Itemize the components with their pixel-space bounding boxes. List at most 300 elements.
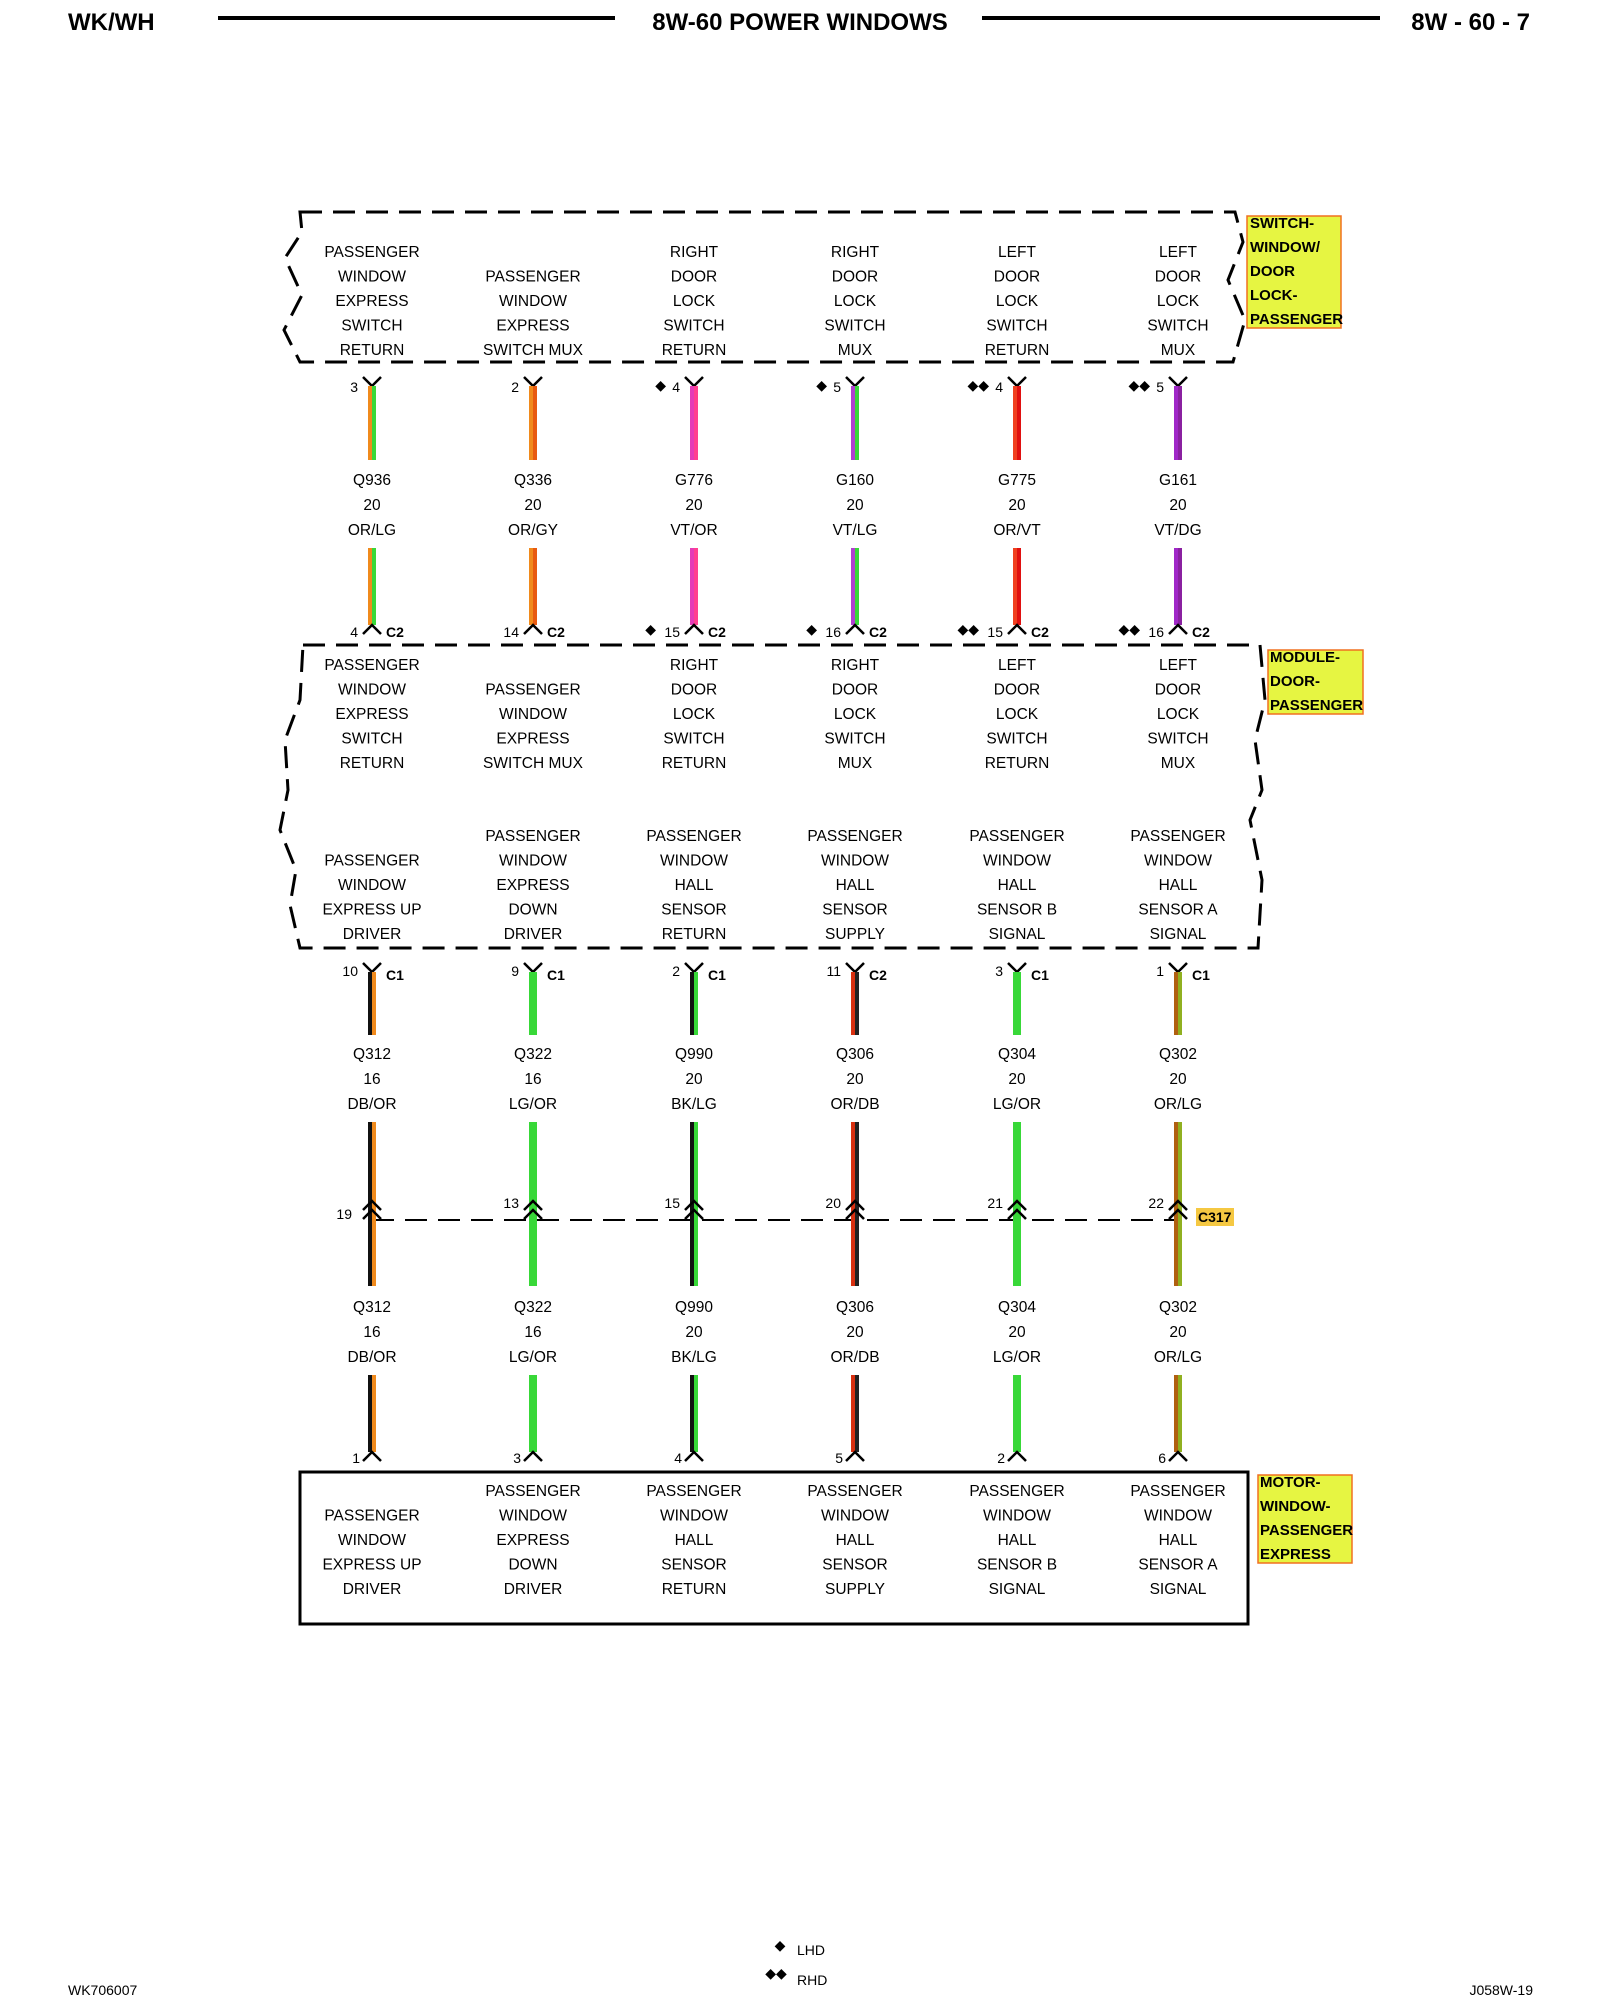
lower-circuit-id-b-2: Q322 <box>514 1299 552 1316</box>
upper-wire-bottom-5 <box>1015 548 1019 625</box>
upper-wire-bottom-3 <box>692 548 696 625</box>
lower-circuit-color-b-5: LG/OR <box>992 1349 1042 1366</box>
lower-circuit-color-b-4: OR/DB <box>830 1349 880 1366</box>
lower-circuit-id-a-1: Q312 <box>353 1046 391 1063</box>
switch-pin-label-4-line-3: LOCK <box>833 293 877 310</box>
upper-circuit-id-6: G161 <box>1159 472 1197 489</box>
switch-pin-label-2-line-3: EXPRESS <box>496 317 570 335</box>
module-upper-conn-1: C2 <box>386 624 404 640</box>
lower-circuit-id-a-6: Q302 <box>1159 1046 1197 1063</box>
upper-wire-top-6 <box>1176 386 1180 460</box>
module-lower-connector-4 <box>846 963 864 972</box>
motor-pin-label-2-line-2: WINDOW <box>498 1507 568 1525</box>
motor-connector-6 <box>1169 1452 1187 1461</box>
upper-circuit-color-4: VT/LG <box>832 522 878 539</box>
lower-wire-c-5 <box>1015 1375 1019 1452</box>
module-tag-line-1: MODULE- <box>1270 649 1340 666</box>
lower-circuit-color-b-6: OR/LG <box>1153 1349 1203 1366</box>
module-upper-label-2-line-4: SWITCH MUX <box>483 755 583 772</box>
motor-pin-label-6-line-3: HALL <box>1158 1532 1198 1549</box>
switch-pin-label-2-line-1: PASSENGER <box>485 268 581 286</box>
module-upper-label-1-line-5: RETURN <box>339 755 405 772</box>
module-lower-conn-1: C1 <box>386 967 404 983</box>
switch-pin-number-3: 4 <box>672 379 680 395</box>
switch-pin-label-5-line-1: LEFT <box>998 244 1036 261</box>
motor-pin-label-5-line-4: SENSOR B <box>976 1556 1058 1574</box>
module-upper-label-3-line-5: RETURN <box>661 755 727 772</box>
upper-circuit-id-3: G776 <box>675 472 713 489</box>
lower-circuit-gauge-a-3: 20 <box>685 1071 703 1088</box>
lower-circuit-id-a-3: Q990 <box>675 1046 713 1063</box>
lower-circuit-gauge-a-1: 16 <box>363 1071 381 1088</box>
module-upper-pin-mark-3: ◆ <box>645 621 656 637</box>
module-lower-label-6-line-3: HALL <box>1158 877 1198 894</box>
motor-pin-labels <box>322 1483 1225 1598</box>
motor-pin-label-3-line-3: HALL <box>674 1532 714 1549</box>
module-upper-label-5-line-2: DOOR <box>993 681 1041 699</box>
module-upper-pin-number-5: 15 <box>987 624 1003 640</box>
switch-connector-5 <box>1008 377 1026 386</box>
module-lower-label-4-line-3: HALL <box>835 877 875 894</box>
lower-wire-a-3 <box>692 972 696 1035</box>
lower-circuit-gauge-a-5: 20 <box>1008 1071 1026 1088</box>
lower-circuit-color-a-2: LG/OR <box>508 1096 558 1113</box>
motor-pin-label-1-line-1: PASSENGER <box>324 1507 420 1525</box>
lower-circuit-gauge-b-6: 20 <box>1169 1324 1187 1341</box>
c317-pin-number-6: 22 <box>1148 1195 1164 1211</box>
module-lower-label-2-line-4: DOWN <box>508 901 558 919</box>
module-lower-label-1-line-4: DRIVER <box>342 926 402 943</box>
switch-pin-mark-4: ◆ <box>816 377 827 393</box>
switch-pin-mark-3: ◆ <box>655 377 666 393</box>
switch-pin-label-3-line-1: RIGHT <box>669 244 719 261</box>
module-lower-pin-number-3: 2 <box>672 963 680 979</box>
upper-circuit-color-1: OR/LG <box>347 522 397 539</box>
switch-pin-label-5-line-3: LOCK <box>995 293 1039 310</box>
c317-tag: C317 <box>1198 1209 1232 1225</box>
c317-pin-number-5: 21 <box>987 1195 1003 1211</box>
switch-pin-label-1-line-2: WINDOW <box>337 268 407 286</box>
module-lower-pin-number-5: 3 <box>995 963 1003 979</box>
module-lower-conn-4: C2 <box>869 967 887 983</box>
motor-pin-label-3-line-2: WINDOW <box>659 1507 729 1525</box>
module-upper-label-5-line-5: RETURN <box>984 755 1050 772</box>
lower-circuit-gauge-a-2: 16 <box>524 1071 542 1088</box>
lower-circuit-color-a-3: BK/LG <box>671 1096 717 1113</box>
lower-circuit-color-a-1: DB/OR <box>347 1096 397 1113</box>
module-upper-label-6-line-3: LOCK <box>1156 706 1200 723</box>
motor-pin-label-3-line-5: RETURN <box>661 1581 727 1598</box>
motor-pin-number-3: 4 <box>674 1450 682 1466</box>
switch-pin-label-1-line-4: SWITCH <box>341 317 403 335</box>
module-lower-pin-number-1: 10 <box>342 963 358 979</box>
lower-circuit-gauge-b-3: 20 <box>685 1324 703 1341</box>
module-lower-label-4-line-4: SENSOR <box>822 901 888 919</box>
c317-pin-number-3: 15 <box>664 1195 680 1211</box>
module-lower-label-3-line-4: SENSOR <box>661 901 727 919</box>
upper-circuit-gauge-6: 20 <box>1169 497 1187 514</box>
module-lower-label-4-line-2: WINDOW <box>820 852 890 870</box>
switch-connector-2 <box>524 377 542 386</box>
switch-connector-1 <box>363 377 381 386</box>
legend-text-rhd: RHD <box>797 1972 828 1988</box>
lower-circuit-color-a-6: OR/LG <box>1153 1096 1203 1113</box>
upper-circuit-color-3: VT/OR <box>670 522 718 539</box>
switch-tag-line-4: LOCK- <box>1250 287 1298 304</box>
switch-pin-label-3-line-5: RETURN <box>661 342 727 359</box>
upper-wire-top-3 <box>692 386 696 460</box>
motor-pin-number-6: 6 <box>1158 1450 1166 1466</box>
motor-connector-2 <box>524 1452 542 1461</box>
motor-connector-4 <box>846 1452 864 1461</box>
module-upper-connector-2 <box>524 625 542 634</box>
upper-wire-bottom-2 <box>531 548 535 625</box>
module-lower-conn-6: C1 <box>1192 967 1210 983</box>
switch-pin-labels <box>324 244 1208 359</box>
switch-connector-4 <box>846 377 864 386</box>
switch-pin-number-1: 3 <box>350 379 358 395</box>
switch-pin-label-6-line-4: SWITCH <box>1147 317 1209 335</box>
upper-circuit-gauge-3: 20 <box>685 497 703 514</box>
module-lower-label-5-line-2: WINDOW <box>982 852 1052 870</box>
switch-pin-label-1-line-1: PASSENGER <box>324 244 420 261</box>
module-upper-label-3-line-4: SWITCH <box>663 730 725 748</box>
upper-wire-top-1 <box>370 386 374 460</box>
module-upper-label-1-line-2: WINDOW <box>337 681 407 699</box>
motor-pin-label-4-line-2: WINDOW <box>820 1507 890 1525</box>
switch-pin-label-3-line-4: SWITCH <box>663 317 725 335</box>
module-upper-connector-6 <box>1169 625 1187 634</box>
switch-pin-label-4-line-5: MUX <box>837 342 873 359</box>
lower-wire-c-1 <box>370 1375 374 1452</box>
module-lower-label-2-line-3: EXPRESS <box>496 877 570 894</box>
lower-wire-c-4 <box>853 1375 857 1452</box>
c317-pin-number-1: 19 <box>336 1206 352 1222</box>
module-lower-label-5-line-1: PASSENGER <box>969 828 1065 845</box>
switch-pin-number-6: 5 <box>1156 379 1164 395</box>
lower-circuit-id-b-6: Q302 <box>1159 1299 1197 1316</box>
lower-wire-a-6 <box>1176 972 1180 1035</box>
motor-pin-label-4-line-5: SUPPLY <box>824 1581 886 1598</box>
module-component-outline <box>280 645 1265 948</box>
motor-tag-line-4: EXPRESS <box>1260 1546 1331 1563</box>
motor-tag-line-1: MOTOR- <box>1260 1474 1321 1491</box>
legend-mark-rhd: ◆◆ <box>765 1965 787 1981</box>
switch-pin-label-4-line-2: DOOR <box>831 268 879 286</box>
upper-circuit-gauge-2: 20 <box>524 497 542 514</box>
module-lower-connector-6 <box>1169 963 1187 972</box>
upper-wire-bottom-6 <box>1176 548 1180 625</box>
switch-tag-line-3: DOOR <box>1250 263 1295 280</box>
lower-circuit-id-b-5: Q304 <box>998 1299 1036 1316</box>
motor-pin-label-5-line-5: SIGNAL <box>988 1581 1046 1598</box>
footer-figure-id: J058W-19 <box>1469 1982 1533 1998</box>
legend-text-lhd: LHD <box>797 1942 826 1958</box>
switch-pin-mark-6: ◆◆ <box>1128 377 1150 393</box>
lower-wire-a-1 <box>370 972 374 1035</box>
switch-tag-line-2: WINDOW/ <box>1250 239 1320 256</box>
upper-wire-top-2 <box>531 386 535 460</box>
lower-circuit-id-a-5: Q304 <box>998 1046 1036 1063</box>
module-lower-pin-number-2: 9 <box>511 963 519 979</box>
switch-connector-3 <box>685 377 703 386</box>
motor-component-tag <box>1258 1474 1353 1563</box>
module-lower-label-2-line-2: WINDOW <box>498 852 568 870</box>
module-lower-label-6-line-5: SIGNAL <box>1149 926 1207 943</box>
module-lower-connector-5 <box>1008 963 1026 972</box>
module-lower-label-6-line-2: WINDOW <box>1143 852 1213 870</box>
module-lower-label-3-line-5: RETURN <box>661 926 727 943</box>
motor-pin-label-1-line-2: WINDOW <box>337 1532 407 1549</box>
module-lower-label-6-line-1: PASSENGER <box>1130 828 1226 845</box>
motor-pin-label-2-line-3: EXPRESS <box>496 1532 570 1549</box>
module-upper-label-3-line-1: RIGHT <box>669 657 719 674</box>
motor-tag-line-2: WINDOW- <box>1260 1498 1331 1515</box>
switch-pin-label-5-line-4: SWITCH <box>986 317 1048 335</box>
module-upper-label-6-line-4: SWITCH <box>1147 730 1209 748</box>
module-lower-pin-labels <box>322 828 1225 943</box>
module-upper-connector-4 <box>846 625 864 634</box>
upper-circuit-gauge-1: 20 <box>363 497 381 514</box>
switch-pin-label-4-line-4: SWITCH <box>824 317 886 335</box>
motor-pin-number-1: 1 <box>352 1450 360 1466</box>
lower-circuit-id-a-2: Q322 <box>514 1046 552 1063</box>
motor-pin-number-5: 2 <box>997 1450 1005 1466</box>
motor-pin-label-5-line-1: PASSENGER <box>969 1483 1065 1500</box>
switch-component-outline <box>284 212 1245 362</box>
module-upper-label-4-line-1: RIGHT <box>830 657 880 674</box>
upper-circuit-id-5: G775 <box>998 472 1036 489</box>
module-upper-pin-labels <box>324 657 1208 772</box>
upper-wire-top-4 <box>853 386 857 460</box>
wires-layer <box>336 377 1213 1466</box>
motor-pin-label-1-line-4: DRIVER <box>342 1581 402 1598</box>
module-upper-pin-number-1: 4 <box>350 624 358 640</box>
switch-component-tag <box>1247 215 1343 328</box>
switch-connector-6 <box>1169 377 1187 386</box>
module-tag-line-3: PASSENGER <box>1270 697 1364 714</box>
module-upper-label-4-line-2: DOOR <box>831 681 879 699</box>
module-tag-line-2: DOOR- <box>1270 673 1320 690</box>
module-lower-conn-5: C1 <box>1031 967 1049 983</box>
module-upper-label-4-line-5: MUX <box>837 755 873 772</box>
module-upper-label-5-line-4: SWITCH <box>986 730 1048 748</box>
motor-pin-label-3-line-4: SENSOR <box>661 1556 727 1574</box>
module-upper-conn-3: C2 <box>708 624 726 640</box>
c317-pin-number-2: 13 <box>503 1195 519 1211</box>
module-upper-pin-number-4: 16 <box>825 624 841 640</box>
module-upper-connector-3 <box>685 625 703 634</box>
switch-pin-label-5-line-5: RETURN <box>984 342 1050 359</box>
motor-pin-label-6-line-2: WINDOW <box>1143 1507 1213 1525</box>
module-lower-label-1-line-2: WINDOW <box>337 877 407 894</box>
module-upper-label-6-line-1: LEFT <box>1159 657 1197 674</box>
lower-circuit-gauge-b-2: 16 <box>524 1324 542 1341</box>
module-upper-label-4-line-3: LOCK <box>833 706 877 723</box>
motor-tag-line-3: PASSENGER <box>1260 1522 1354 1539</box>
lower-circuit-color-a-5: LG/OR <box>992 1096 1042 1113</box>
module-upper-connector-1 <box>363 625 381 634</box>
legend-mark-lhd: ◆ <box>774 1937 786 1953</box>
module-upper-label-6-line-2: DOOR <box>1154 681 1202 699</box>
module-lower-pin-number-6: 1 <box>1156 963 1164 979</box>
module-lower-label-4-line-1: PASSENGER <box>807 828 903 845</box>
module-lower-label-3-line-1: PASSENGER <box>646 828 742 845</box>
module-lower-connector-1 <box>363 963 381 972</box>
motor-connector-5 <box>1008 1452 1026 1461</box>
lower-circuit-id-b-1: Q312 <box>353 1299 391 1316</box>
module-upper-pin-mark-6: ◆◆ <box>1118 621 1140 637</box>
switch-pin-label-5-line-2: DOOR <box>993 268 1041 286</box>
lower-wire-a-2 <box>531 972 535 1035</box>
upper-circuit-color-5: OR/VT <box>993 522 1041 539</box>
lower-wire-c-6 <box>1176 1375 1180 1452</box>
module-lower-connector-3 <box>685 963 703 972</box>
module-upper-label-6-line-5: MUX <box>1160 755 1196 772</box>
lower-circuit-id-b-3: Q990 <box>675 1299 713 1316</box>
module-upper-label-2-line-3: EXPRESS <box>496 730 570 748</box>
module-upper-conn-6: C2 <box>1192 624 1210 640</box>
lower-circuit-id-b-4: Q306 <box>836 1299 874 1316</box>
motor-pin-label-1-line-3: EXPRESS UP <box>322 1556 422 1574</box>
module-lower-label-3-line-3: HALL <box>674 877 714 894</box>
module-lower-pin-number-4: 11 <box>826 963 841 979</box>
upper-circuit-gauge-4: 20 <box>846 497 864 514</box>
motor-pin-label-4-line-3: HALL <box>835 1532 875 1549</box>
module-upper-pin-mark-4: ◆ <box>806 621 817 637</box>
module-upper-label-2-line-1: PASSENGER <box>485 681 581 699</box>
motor-pin-label-4-line-4: SENSOR <box>822 1556 888 1574</box>
switch-pin-number-2: 2 <box>511 379 519 395</box>
motor-pin-label-2-line-4: DOWN <box>508 1556 558 1574</box>
lower-wire-a-4 <box>853 972 857 1035</box>
lower-wire-a-5 <box>1015 972 1019 1035</box>
module-lower-label-5-line-3: HALL <box>997 877 1037 894</box>
motor-pin-label-6-line-4: SENSOR A <box>1138 1556 1218 1574</box>
upper-circuit-gauge-5: 20 <box>1008 497 1026 514</box>
lower-wire-c-2 <box>531 1375 535 1452</box>
module-lower-label-1-line-3: EXPRESS UP <box>322 901 422 919</box>
switch-pin-label-6-line-5: MUX <box>1160 342 1196 359</box>
lower-circuit-color-b-2: LG/OR <box>508 1349 558 1366</box>
lower-circuit-gauge-b-5: 20 <box>1008 1324 1026 1341</box>
lower-circuit-gauge-b-1: 16 <box>363 1324 381 1341</box>
module-lower-label-3-line-2: WINDOW <box>659 852 729 870</box>
lower-wire-c-3 <box>692 1375 696 1452</box>
module-lower-label-5-line-5: SIGNAL <box>988 926 1046 943</box>
motor-pin-label-4-line-1: PASSENGER <box>807 1483 903 1500</box>
switch-pin-number-5: 4 <box>995 379 1003 395</box>
switch-pin-label-1-line-3: EXPRESS <box>335 293 409 310</box>
lower-circuit-id-a-4: Q306 <box>836 1046 874 1063</box>
c317-pin-number-4: 20 <box>825 1195 841 1211</box>
lower-circuit-gauge-a-4: 20 <box>846 1071 864 1088</box>
motor-pin-label-2-line-1: PASSENGER <box>485 1483 581 1500</box>
module-upper-label-3-line-2: DOOR <box>670 681 718 699</box>
lower-circuit-gauge-a-6: 20 <box>1169 1071 1187 1088</box>
switch-pin-label-2-line-2: WINDOW <box>498 293 568 310</box>
switch-tag-line-1: SWITCH- <box>1250 215 1315 232</box>
motor-pin-label-5-line-3: HALL <box>997 1532 1037 1549</box>
motor-pin-label-2-line-5: DRIVER <box>503 1581 563 1598</box>
module-upper-connector-5 <box>1008 625 1026 634</box>
module-lower-label-2-line-1: PASSENGER <box>485 828 581 845</box>
motor-connector-3 <box>685 1452 703 1461</box>
motor-pin-label-5-line-2: WINDOW <box>982 1507 1052 1525</box>
switch-pin-label-4-line-1: RIGHT <box>830 244 880 261</box>
lower-circuit-color-b-1: DB/OR <box>347 1349 397 1366</box>
module-upper-label-4-line-4: SWITCH <box>824 730 886 748</box>
upper-wire-bottom-1 <box>370 548 374 625</box>
upper-wire-top-5 <box>1015 386 1019 460</box>
upper-circuit-id-4: G160 <box>836 472 874 489</box>
switch-pin-label-3-line-2: DOOR <box>670 268 718 286</box>
motor-pin-number-4: 5 <box>835 1450 843 1466</box>
upper-wire-bottom-4 <box>853 548 857 625</box>
upper-circuit-id-2: Q336 <box>514 472 552 489</box>
motor-pin-label-6-line-1: PASSENGER <box>1130 1483 1226 1500</box>
switch-pin-label-6-line-2: DOOR <box>1154 268 1202 286</box>
motor-pin-label-3-line-1: PASSENGER <box>646 1483 742 1500</box>
module-upper-conn-2: C2 <box>547 624 565 640</box>
module-upper-label-1-line-3: EXPRESS <box>335 706 409 723</box>
module-lower-label-2-line-5: DRIVER <box>503 926 563 943</box>
module-lower-connector-2 <box>524 963 542 972</box>
lower-circuit-color-a-4: OR/DB <box>830 1096 880 1113</box>
upper-circuit-color-6: VT/DG <box>1154 522 1202 539</box>
module-component-tag <box>1268 649 1363 714</box>
switch-tag-line-5: PASSENGER <box>1250 311 1344 328</box>
module-lower-label-1-line-1: PASSENGER <box>324 852 420 870</box>
module-upper-pin-mark-5: ◆◆ <box>957 621 979 637</box>
motor-component-outline <box>300 1472 1248 1624</box>
module-upper-label-1-line-4: SWITCH <box>341 730 403 748</box>
motor-pin-number-2: 3 <box>513 1450 521 1466</box>
module-upper-conn-4: C2 <box>869 624 887 640</box>
switch-pin-label-6-line-3: LOCK <box>1156 293 1200 310</box>
module-upper-label-1-line-1: PASSENGER <box>324 657 420 674</box>
upper-circuit-id-1: Q936 <box>353 472 391 489</box>
switch-pin-label-6-line-1: LEFT <box>1159 244 1197 261</box>
switch-pin-label-3-line-3: LOCK <box>672 293 716 310</box>
module-lower-conn-2: C1 <box>547 967 565 983</box>
module-lower-label-5-line-4: SENSOR B <box>976 901 1058 919</box>
lower-circuit-color-b-3: BK/LG <box>671 1349 717 1366</box>
motor-pin-label-6-line-5: SIGNAL <box>1149 1581 1207 1598</box>
upper-circuit-color-2: OR/GY <box>508 522 558 539</box>
module-upper-pin-number-2: 14 <box>503 624 519 640</box>
module-upper-label-5-line-1: LEFT <box>998 657 1036 674</box>
module-upper-pin-number-3: 15 <box>664 624 680 640</box>
module-upper-label-2-line-2: WINDOW <box>498 706 568 723</box>
switch-pin-mark-5: ◆◆ <box>967 377 989 393</box>
module-lower-label-4-line-5: SUPPLY <box>824 926 886 943</box>
page-number: 8W - 60 - 7 <box>1411 9 1530 36</box>
switch-pin-number-4: 5 <box>833 379 841 395</box>
module-upper-label-3-line-3: LOCK <box>672 706 716 723</box>
lower-circuit-gauge-b-4: 20 <box>846 1324 864 1341</box>
motor-connector-1 <box>363 1452 381 1461</box>
module-lower-label-6-line-4: SENSOR A <box>1138 901 1218 919</box>
header-model: WK/WH <box>68 9 155 36</box>
module-upper-label-5-line-3: LOCK <box>995 706 1039 723</box>
switch-pin-label-2-line-4: SWITCH MUX <box>483 342 583 359</box>
switch-pin-label-1-line-5: RETURN <box>339 342 405 359</box>
legend <box>765 1937 827 1988</box>
module-lower-conn-3: C1 <box>708 967 726 983</box>
module-upper-pin-number-6: 16 <box>1148 624 1164 640</box>
footer-code: WK706007 <box>68 1982 138 1998</box>
